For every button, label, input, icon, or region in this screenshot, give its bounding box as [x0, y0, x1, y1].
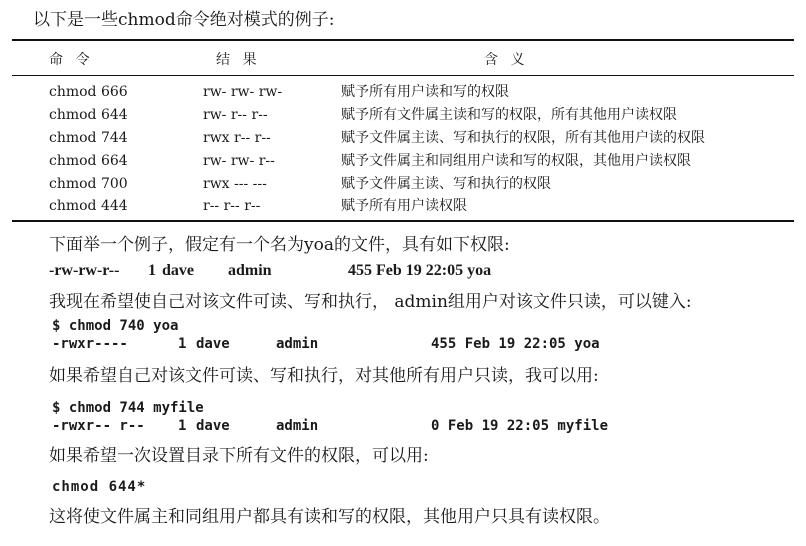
listing-permissions: -rwxr---- [52, 336, 128, 352]
paragraph: 我现在希望使自己对该文件可读、写和执行， admin组用户对该文件只读，可以键入: [49, 292, 692, 312]
listing-links: 1 [178, 336, 187, 352]
header-result: 结果 [216, 52, 270, 68]
command-cell: chmod 644 [49, 107, 128, 123]
header-meaning: 含义 [484, 52, 538, 68]
paragraph: 这将使文件属主和同组用户都具有读和写的权限，其他用户只具有读权限。 [49, 507, 610, 527]
listing-permissions: -rwxr-- r-- [52, 418, 145, 434]
command-cell: chmod 700 [49, 176, 128, 192]
meaning-cell: 赋予所有文件属主读和写的权限，所有其他用户读权限 [341, 107, 677, 123]
listing-group: admin [276, 418, 319, 434]
intro-text: 以下是一些chmod命令绝对模式的例子: [33, 10, 335, 30]
meaning-cell: 赋予文件属主读、写和执行的权限，所有其他用户读的权限 [341, 130, 705, 146]
command-cell: chmod 664 [49, 153, 128, 169]
table-row [0, 150, 806, 173]
listing-group: admin [276, 336, 319, 352]
listing-details: 0 Feb 19 22:05 myfile [431, 418, 609, 434]
listing-owner: dave [196, 336, 230, 352]
result-cell: rw- r-- r-- [203, 107, 268, 123]
table-row [0, 195, 806, 218]
listing-details: 455 Feb 19 22:05 yoa [431, 336, 600, 352]
table-bottom-rule [12, 220, 794, 222]
table-header-rule [12, 75, 794, 76]
listing-links: 1 [178, 418, 187, 434]
header-command: 命令 [49, 52, 103, 68]
table-row [0, 173, 806, 196]
listing-owner: dave [162, 262, 194, 279]
table-top-rule [12, 39, 794, 41]
table-row [0, 104, 806, 127]
table-row [0, 127, 806, 150]
command-cell: chmod 444 [49, 198, 128, 214]
meaning-cell: 赋予所有用户读权限 [341, 198, 467, 214]
listing-details: 455 Feb 19 22:05 yoa [348, 262, 492, 279]
paragraph: 如果希望自己对该文件可读、写和执行，对其他所有用户只读，我可以用: [49, 366, 599, 386]
paragraph: 下面举一个例子，假定有一个名为yoa的文件，具有如下权限: [49, 235, 510, 255]
meaning-cell: 赋予文件属主读、写和执行的权限 [341, 176, 551, 192]
result-cell: rw- rw- rw- [203, 84, 283, 100]
code-line: $ chmod 740 yoa [52, 318, 179, 334]
code-line: $ chmod 744 myfile [52, 400, 204, 416]
code-line: chmod 644* [52, 479, 147, 495]
listing-owner: dave [196, 418, 230, 434]
paragraph: 如果希望一次设置目录下所有文件的权限，可以用: [49, 446, 429, 466]
result-cell: r-- r-- r-- [203, 198, 261, 214]
listing-permissions: -rw-rw-r-- [49, 262, 120, 279]
result-cell: rwx r-- r-- [203, 130, 271, 146]
meaning-cell: 赋予文件属主和同组用户读和写的权限，其他用户读权限 [341, 153, 691, 169]
command-cell: chmod 744 [49, 130, 128, 146]
result-cell: rw- rw- r-- [203, 153, 275, 169]
result-cell: rwx --- --- [203, 176, 267, 192]
command-cell: chmod 666 [49, 84, 128, 100]
meaning-cell: 赋予所有用户读和写的权限 [341, 84, 509, 100]
listing-group: admin [228, 262, 272, 279]
table-row [0, 81, 806, 104]
listing-links: 1 [148, 262, 156, 279]
